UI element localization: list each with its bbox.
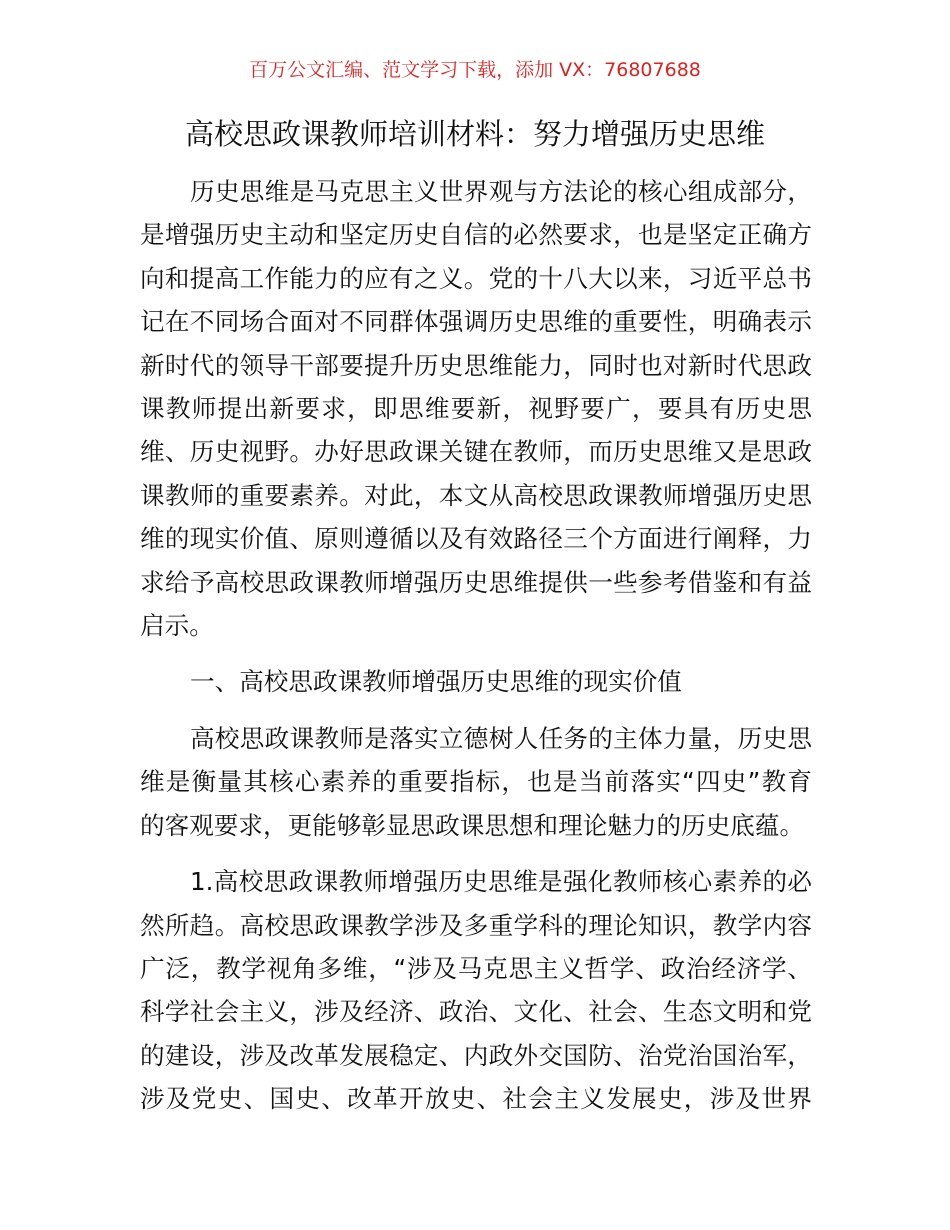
text-line: 维、历史视野。办好思政课关键在教师，而历史思维又是思政 (140, 437, 812, 467)
text-line: 历史思维是马克思主义世界观与方法论的核心组成部分， (190, 177, 812, 206)
text-line: 课教师提出新要求，即思维要新，视野要广，要具有历史思 (140, 394, 812, 424)
text-line: 的客观要求，更能够彰显思政课思想和理论魅力的历史底蕴。 (140, 810, 805, 840)
text-line: 启示。 (140, 611, 214, 641)
text-line: 科学社会主义，涉及经济、政治、文化、社会、生态文明和党 (140, 997, 812, 1027)
text-line: 涉及党史、国史、改革开放史、社会主义发展史，涉及世界 (140, 1084, 812, 1114)
text-line: 是增强历史主动和坚定历史自信的必然要求，也是坚定正确方 (140, 220, 812, 250)
text-line: 的建设，涉及改革发展稳定、内政外交国防、治党治国治军， (140, 1040, 812, 1070)
text-line: 维的现实价值、原则遵循以及有效路径三个方面进行阐释，力 (140, 524, 812, 554)
text-line: 记在不同场合面对不同群体强调历史思维的重要性，明确表示 (140, 307, 812, 337)
text-line: 1.高校思政课教师增强历史思维是强化教师核心素养的必 (190, 867, 812, 897)
text-line: 然所趋。高校思政课教学涉及多重学科的理论知识，教学内容 (140, 910, 812, 940)
paragraph-point-1 (140, 860, 812, 1120)
text-line: 课教师的重要素养。对此，本文从高校思政课教师增强历史思 (140, 480, 812, 510)
text-line: 广泛，教学视角多维，“涉及马克思主义哲学、政治经济学、 (140, 953, 812, 983)
document-title: 高校思政课教师培训材料：努力增强历史思维 (184, 117, 765, 151)
watermark-header: 百万公文汇编、范文学习下载，添加 VX：76807688 (249, 59, 701, 81)
paragraph-section-intro (140, 717, 812, 847)
document-body (140, 170, 812, 1121)
text-line: 维是衡量其核心素养的重要指标，也是当前落实“四史”教育 (140, 767, 812, 797)
section-heading: 一、高校思政课教师增强历史思维的现实价值 (190, 667, 682, 697)
text-line: 求给予高校思政课教师增强历史思维提供一些参考借鉴和有益 (140, 567, 812, 597)
text-line: 高校思政课教师是落实立德树人任务的主体力量，历史思 (190, 723, 812, 753)
paragraph-intro (140, 170, 812, 647)
text-line: 向和提高工作能力的应有之义。党的十八大以来，习近平总书 (140, 263, 812, 293)
text-line: 新时代的领导干部要提升历史思维能力，同时也对新时代思政 (140, 350, 812, 380)
